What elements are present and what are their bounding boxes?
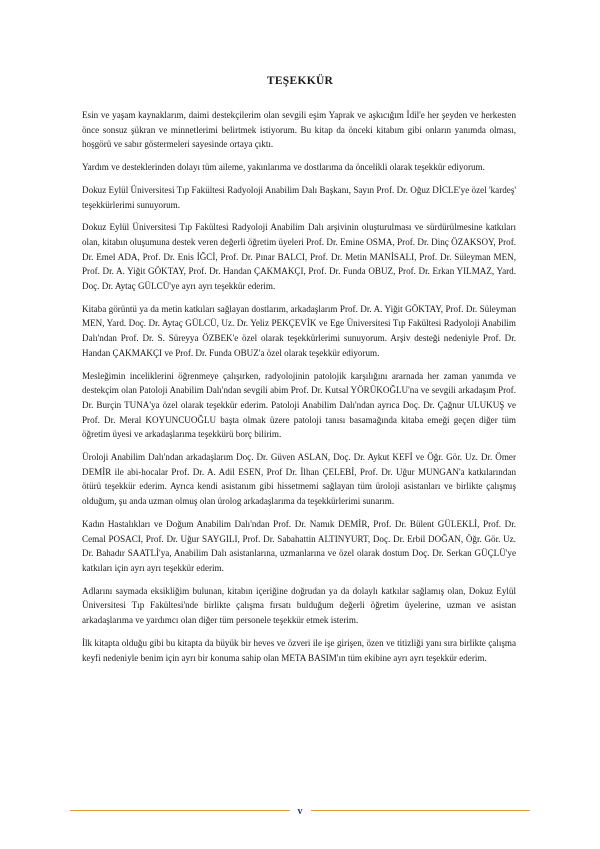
paragraph-5: Kitaba görüntü ya da metin katkıları sağlayan dostlarım, arkadaşlarım Prof. Dr. A. Yiğit GÖKTAY, Prof. Dr. Süleyman MEN, Yard. Doç. Dr. Aytaç GÜLCÜ, Uz. Dr. Yeliz PEKÇEVİK ve Ege Üniversitesi Tıp Fakültesi Radyoloji Anabilim Dalı'ndan Prof. Dr. S. Süreyya ÖZBEK'e özel olarak teşekkürlerimi sunuyorum. Arşiv desteği nedeniyle Prof. Dr. Handan ÇAKMAKÇI ve Prof. Dr. Funda OBUZ'a özel olarak teşekkür ediyorum.	[82, 303, 516, 358]
paragraph-6: Mesleğimin inceliklerini öğrenmeye çalışırken, radyolojinin patolojik karşılığını ararnada her zaman yanımda ve destekçim olan Patoloji Anabilim Dalı'ndan sevgili abim Prof. Dr. Kutsal YÖRÜKOĞLU'na ve sevgili arkadaşım Prof. Dr. Burçin TUNA'ya özel olarak teşekkür ederim. Patoloji Anabilim Dalı'ndan ayrıca Doç. Dr. Çağnur ULUKUŞ ve Prof. Dr. Meral KOYUNCUOĞLU başta olmak üzere patoloji tanısı basamağında kitaba emeği geçen diğer tüm öğretim üyesi ve arkadaşlarıma teşekkürü borç bilirim.	[82, 370, 516, 440]
paragraph-7: Üroloji Anabilim Dalı'ndan arkadaşlarım Doç. Dr. Güven ASLAN, Doç. Dr. Aykut KEFİ ve Öğr. Gör. Uz. Dr. Ömer DEMİR ile abi-hocalar Prof. Dr. A. Adil ESEN, Prof Dr. İlhan ÇELEBİ, Prof. Dr. Uğur MUNGAN'a katkılarından ötürü teşekkür ederim. Ayrıca kendi asistanım gibi hissetmemi sağlayan tüm üroloji asistanları ve birlikte çalışmış olduğum, şu anda uzman olmuş olan ürolog arkadaşlarıma da teşekkürlerimi sunarım.	[82, 452, 516, 507]
paragraph-1: Esin ve yaşam kaynaklarım, daimi destekçilerim olan sevgili eşim Yaprak ve aşkıcığım İdil'e her şeyden ve herkesten önce sonsuz şükran ve minnetlerimi belirtmek istiyorum. Bu kitap da önceki kitabım gibi onların yanımda olması, hoşgörü ve sabır göstermeleri sayesinde ortaya çıktı.	[82, 110, 516, 150]
paragraph-4: Dokuz Eylül Üniversitesi Tıp Fakültesi Radyoloji Anabilim Dalı arşivinin oluşturulması ve sürdürülmesine katkıları olan, kitabın oluşumuna destek veren değerli öğretim üyeleri Prof. Dr. Emine OSMA, Prof. Dr. Dinç ÖZAKSOY, Prof. Dr. Emel ADA, Prof. Dr. Enis İĞCİ, Prof. Dr. Pınar BALCI, Prof. Dr. Metin MANİSALI, Prof. Dr. Süleyman MEN, Prof. Dr. A. Yiğit GÖKTAY, Prof. Dr. Handan ÇAKMAKÇI, Prof. Dr. Funda OBUZ, Prof. Dr. Erkan YILMAZ, Yard. Doç. Dr. Aytaç GÜLCÜ'ye ayrı ayrı teşekkür ederim.	[82, 222, 516, 292]
paragraph-8: Kadın Hastalıkları ve Doğum Anabilim Dalı'ndan Prof. Dr. Namık DEMİR, Prof. Dr. Bülent GÜLEKLİ, Prof. Dr. Cemal POSACI, Prof. Dr. Uğur SAYGILI, Prof. Dr. Sabahattin ALTINYURT, Doç. Dr. Erbil DOĞAN, Öğr. Gör. Uz. Dr. Bahadır SAATLİ'ya, Anabilim Dalı asistanlarına, uzmanlarına ve özel olarak dostum Doç. Dr. Serkan GÜÇLÜ'ye katkıları için ayrı ayrı teşekkür ederim.	[82, 518, 516, 573]
paragraph-3: Dokuz Eylül Üniversitesi Tıp Fakültesi Radyoloji Anabilim Dalı Başkanı, Sayın Prof. Dr. Oğuz DİCLE'ye özel 'kardeş' teşekkürlerimi sunuyorum.	[82, 184, 516, 210]
paragraph-9: Adlarını saymada eksikliğim bulunan, kitabın içeriğine doğrudan ya da dolaylı katkılar sağlamış olan, Dokuz Eylül Üniversitesi Tıp Fakültesi'nde birlikte çalışma fırsatı bulduğum değerli öğretim üyelerine, uzman ve asistan arkadaşlarıma ve yardımcı olan diğer tüm personele teşekkür etmek isterim.	[82, 585, 516, 626]
page-title: TEŞEKKÜR	[266, 75, 334, 87]
acknowledgements-body	[82, 108, 516, 665]
paragraph-2: Yardım ve desteklerinden dolayı tüm aileme, yakınlarıma ve dostlarıma da öncelikli olarak teşekkür ediyorum.	[82, 162, 485, 173]
page-number	[0, 801, 600, 819]
paragraph-10: İlk kitapta olduğu gibi bu kitapta da büyük bir heves ve özveri ile işe girişen, özen ve titizliği yanı sıra birlikte çalışma keyfi nedeniyle benim için ayrı bir konuma sahip olan META BASIM'ın tüm ekibine ayrı ayrı teşekkür ederim.	[82, 637, 516, 663]
page-number-label: v	[290, 806, 311, 817]
